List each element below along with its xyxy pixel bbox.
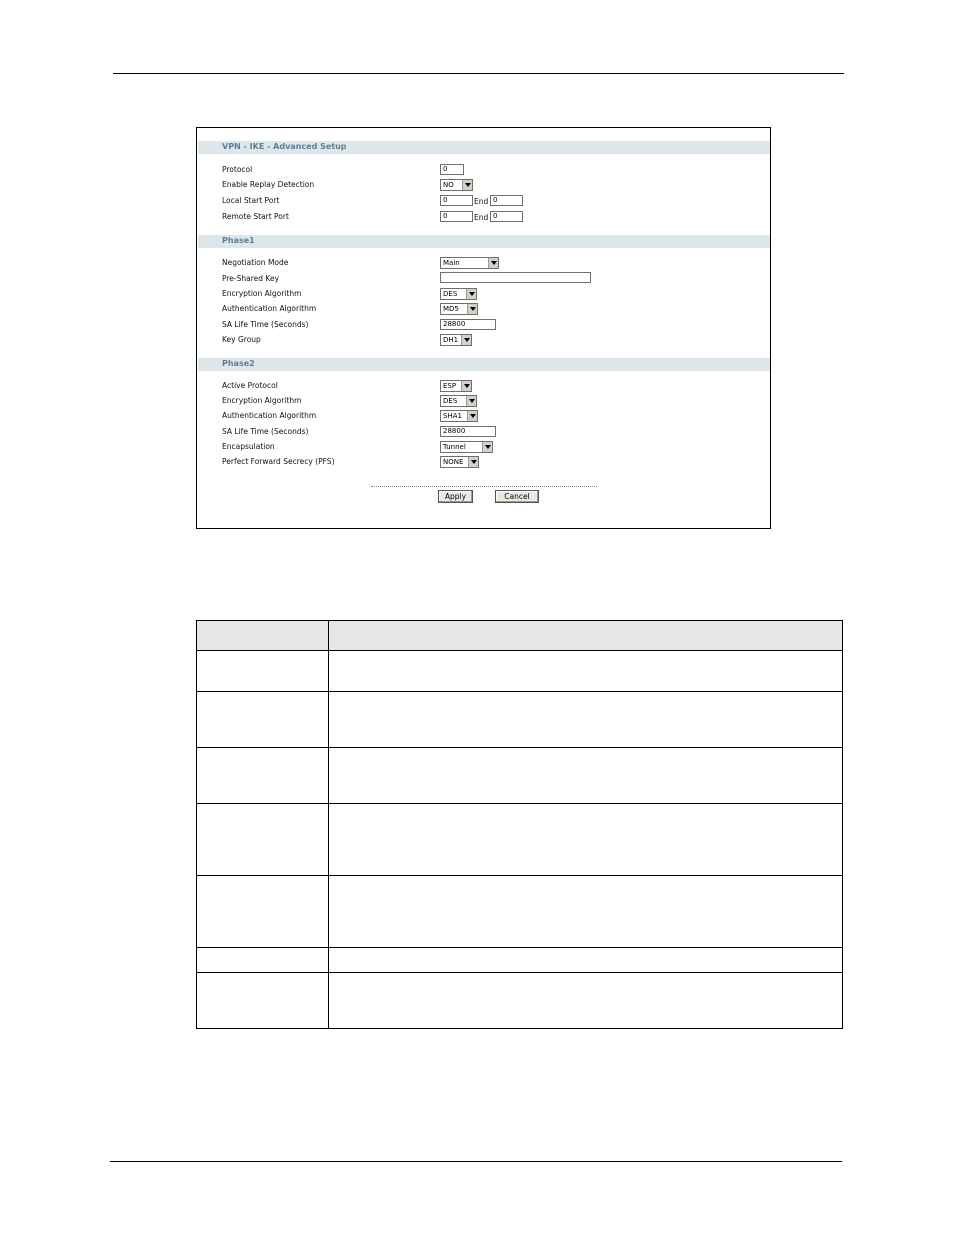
phase2-authentication-select[interactable] (440, 410, 478, 422)
table-cell (197, 948, 329, 973)
table-row (197, 876, 843, 948)
local-end-label: End (474, 197, 489, 206)
pfs-value: NONE (443, 458, 464, 466)
phase2-authentication-value: SHA1 (443, 412, 462, 420)
field-description-table (196, 620, 843, 1029)
phase1-authentication-select[interactable] (440, 303, 478, 315)
pre-shared-key-label: Pre-Shared Key (222, 274, 280, 283)
chevron-down-icon (467, 304, 477, 314)
remote-end-port-input[interactable]: 0 (490, 211, 523, 222)
key-group-value: DH1 (443, 336, 459, 344)
phase2-encryption-value: DES (443, 397, 458, 405)
key-group-label: Key Group (222, 335, 261, 344)
active-protocol-value: ESP (443, 382, 457, 390)
table-cell (197, 748, 329, 804)
phase1-sa-life-label: SA Life Time (Seconds) (222, 320, 309, 329)
local-start-port-label: Local Start Port (222, 196, 280, 205)
table-cell (329, 973, 843, 1029)
phase2-encryption-select[interactable] (440, 395, 477, 407)
form-title: VPN - IKE - Advanced Setup (222, 142, 347, 151)
chevron-down-icon (466, 289, 476, 299)
chevron-down-icon (462, 180, 472, 190)
replay-detection-value: NO (443, 181, 454, 189)
table-cell (197, 876, 329, 948)
local-start-port-input[interactable]: 0 (440, 195, 473, 206)
footer-rule (110, 1161, 842, 1162)
phase2-title: Phase2 (222, 359, 255, 368)
table-row (197, 748, 843, 804)
table-row (197, 651, 843, 692)
table-row (197, 804, 843, 876)
protocol-label: Protocol (222, 165, 253, 174)
pfs-select[interactable] (440, 456, 479, 468)
table-header-cell (329, 621, 843, 651)
negotiation-mode-select[interactable] (440, 257, 499, 269)
chevron-down-icon (461, 381, 471, 391)
table-header-cell (197, 621, 329, 651)
phase2-sa-life-label: SA Life Time (Seconds) (222, 427, 309, 436)
cancel-button[interactable]: Cancel (495, 490, 539, 503)
chevron-down-icon (488, 258, 498, 268)
phase1-authentication-value: MD5 (443, 305, 459, 313)
table-cell (329, 804, 843, 876)
divider (371, 486, 597, 487)
active-protocol-select[interactable] (440, 380, 472, 392)
phase1-encryption-value: DES (443, 290, 458, 298)
remote-start-port-label: Remote Start Port (222, 212, 289, 221)
protocol-input[interactable]: 0 (440, 164, 464, 175)
phase2-authentication-label: Authentication Algorithm (222, 411, 317, 420)
negotiation-mode-label: Negotiation Mode (222, 258, 289, 267)
section-header-general (198, 141, 770, 154)
local-end-port-input[interactable]: 0 (490, 195, 523, 206)
chevron-down-icon (466, 396, 476, 406)
active-protocol-label: Active Protocol (222, 381, 278, 390)
phase1-sa-life-input[interactable]: 28800 (440, 319, 496, 330)
remote-start-port-input[interactable]: 0 (440, 211, 473, 222)
negotiation-mode-value: Main (443, 259, 460, 267)
apply-button[interactable]: Apply (438, 490, 473, 503)
table-header-row (197, 621, 843, 651)
phase1-encryption-label: Encryption Algorithm (222, 289, 302, 298)
encapsulation-value: Tunnel (443, 443, 466, 451)
phase2-encryption-label: Encryption Algorithm (222, 396, 302, 405)
chevron-down-icon (468, 457, 478, 467)
ike-advanced-setup-screenshot (196, 127, 771, 529)
phase1-title: Phase1 (222, 236, 255, 245)
replay-detection-label: Enable Replay Detection (222, 180, 315, 189)
table-row (197, 692, 843, 748)
table-row (197, 948, 843, 973)
section-header-phase1 (198, 235, 770, 248)
phase1-authentication-label: Authentication Algorithm (222, 304, 317, 313)
phase2-sa-life-input[interactable]: 28800 (440, 426, 496, 437)
chevron-down-icon (467, 411, 477, 421)
key-group-select[interactable] (440, 334, 472, 346)
table-cell (197, 804, 329, 876)
chevron-down-icon (482, 442, 492, 452)
table-cell (197, 651, 329, 692)
table-cell (329, 748, 843, 804)
section-header-phase2 (198, 358, 770, 371)
table-row (197, 973, 843, 1029)
table-cell (197, 692, 329, 748)
phase1-encryption-select[interactable] (440, 288, 477, 300)
encapsulation-label: Encapsulation (222, 442, 275, 451)
replay-detection-select[interactable] (440, 179, 473, 191)
table-cell (329, 876, 843, 948)
pre-shared-key-input[interactable] (440, 272, 591, 283)
chevron-down-icon (461, 335, 471, 345)
table-cell (329, 651, 843, 692)
header-rule (113, 73, 844, 74)
table-cell (329, 948, 843, 973)
encapsulation-select[interactable] (440, 441, 493, 453)
table-cell (197, 973, 329, 1029)
table-cell (329, 692, 843, 748)
remote-end-label: End (474, 213, 489, 222)
pfs-label: Perfect Forward Secrecy (PFS) (222, 457, 335, 466)
